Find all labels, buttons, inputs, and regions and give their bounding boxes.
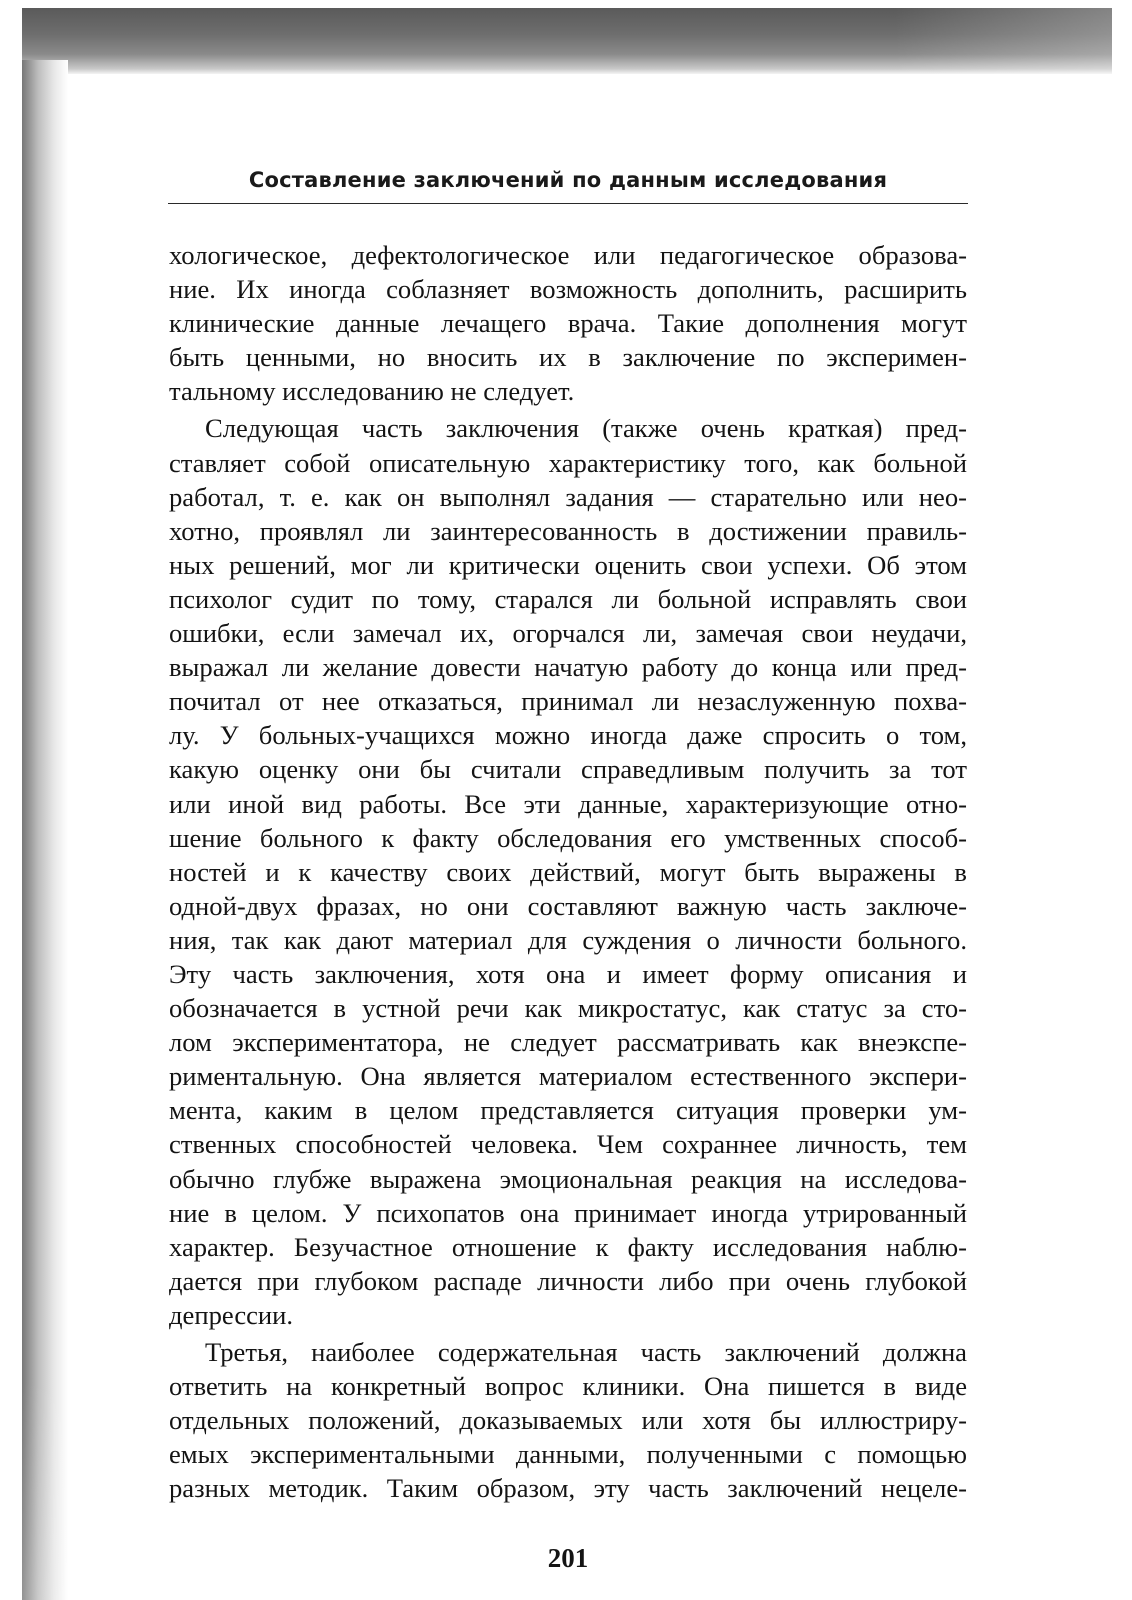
text-line: хотно, проявлял ли заинтересованность в достижении правиль- bbox=[169, 515, 967, 546]
text-line: ответить на конкретный вопрос клиники. Она пишется в виде bbox=[169, 1371, 967, 1402]
text-line: мента, каким в целом представляется ситуация проверки ум- bbox=[169, 1095, 967, 1126]
text-line: ния, так как дают материал для суждения о личности больного. bbox=[169, 924, 967, 955]
text-line: шение больного к факту обследования его умственных способ- bbox=[169, 822, 967, 853]
running-head-rule bbox=[168, 203, 968, 204]
text-line: отдельных положений, доказываемых или хотя бы иллюстриру- bbox=[169, 1405, 967, 1436]
text-line: ошибки, если замечал их, огорчался ли, замечая свои неудачи, bbox=[169, 618, 967, 649]
text-line: или иной вид работы. Все эти данные, характеризующие отно- bbox=[169, 788, 967, 819]
text-line: лу. У больных-учащихся можно иногда даже спросить о том, bbox=[169, 720, 967, 751]
text-line: депрессии. bbox=[169, 1299, 294, 1330]
text-line: психолог судит по тому, старался ли больной исправлять свои bbox=[169, 583, 967, 614]
text-line: ние. Их иногда соблазняет возможность дополнить, расширить bbox=[169, 274, 967, 305]
scan-spine-shadow bbox=[22, 60, 68, 1600]
text-line: ственных способностей человека. Чем сохраннее личность, тем bbox=[169, 1129, 967, 1160]
text-line: характер. Безучастное отношение к факту исследования наблю- bbox=[169, 1231, 967, 1262]
running-head: Составление заключений по данным исследования bbox=[248, 168, 888, 192]
text-line: клинические данные лечащего врача. Такие дополнения могут bbox=[169, 308, 967, 339]
text-line: быть ценными, но вносить их в заключение по эксперимен- bbox=[169, 342, 967, 373]
text-line: обозначается в устной речи как микростатус, как статус за сто- bbox=[169, 993, 967, 1024]
text-line: почитал от нее отказаться, принимал ли незаслуженную похва- bbox=[169, 686, 967, 717]
text-line: хологическое, дефектологическое или педагогическое образова- bbox=[169, 240, 967, 270]
text-line: выражал ли желание довести начатую работу до конца или пред- bbox=[169, 652, 967, 683]
text-line: работал, т. е. как он выполнял задания — старательно или нео- bbox=[169, 481, 967, 512]
scan-top-shadow-fade bbox=[22, 8, 1112, 74]
paragraph bbox=[169, 1335, 967, 1505]
text-line: какую оценку они бы считали справедливым получить за тот bbox=[169, 754, 967, 785]
text-line: лом экспериментатора, не следует рассматривать как внеэкспе- bbox=[169, 1027, 967, 1058]
text-line: Третья, наиболее содержательная часть заключений должна bbox=[205, 1337, 967, 1367]
paragraph bbox=[169, 238, 967, 408]
body-text bbox=[169, 238, 967, 1505]
text-line: разных методик. Таким образом, эту часть заключений нецеле- bbox=[169, 1473, 967, 1504]
text-line: дается при глубоком распаде личности либо при очень глубокой bbox=[169, 1265, 967, 1296]
text-line: одной-двух фразах, но они составляют важную часть заключе- bbox=[169, 890, 967, 921]
text-line: ние в целом. У психопатов она принимает иногда утрированный bbox=[169, 1197, 967, 1228]
text-line: риментальную. Она является материалом естественного экспери- bbox=[169, 1061, 967, 1092]
text-line: обычно глубже выражена эмоциональная реакция на исследова- bbox=[169, 1163, 967, 1194]
text-line: емых экспериментальными данными, полученными с помощью bbox=[169, 1439, 967, 1470]
text-line: ностей и к качеству своих действий, могут быть выражены в bbox=[169, 856, 967, 887]
text-line: ставляет собой описательную характеристику того, как больной bbox=[169, 447, 967, 478]
paragraph bbox=[169, 411, 967, 1332]
page-number: 201 bbox=[547, 1543, 589, 1573]
text-line: тальному исследованию не следует. bbox=[169, 376, 575, 407]
text-line: Эту часть заключения, хотя она и имеет форму описания и bbox=[169, 958, 967, 989]
scan-spine-fade bbox=[22, 1380, 68, 1600]
text-line: Следующая часть заключения (также очень краткая) пред- bbox=[205, 413, 967, 444]
text-line: ных решений, мог ли критически оценить свои успехи. Об этом bbox=[169, 549, 967, 580]
